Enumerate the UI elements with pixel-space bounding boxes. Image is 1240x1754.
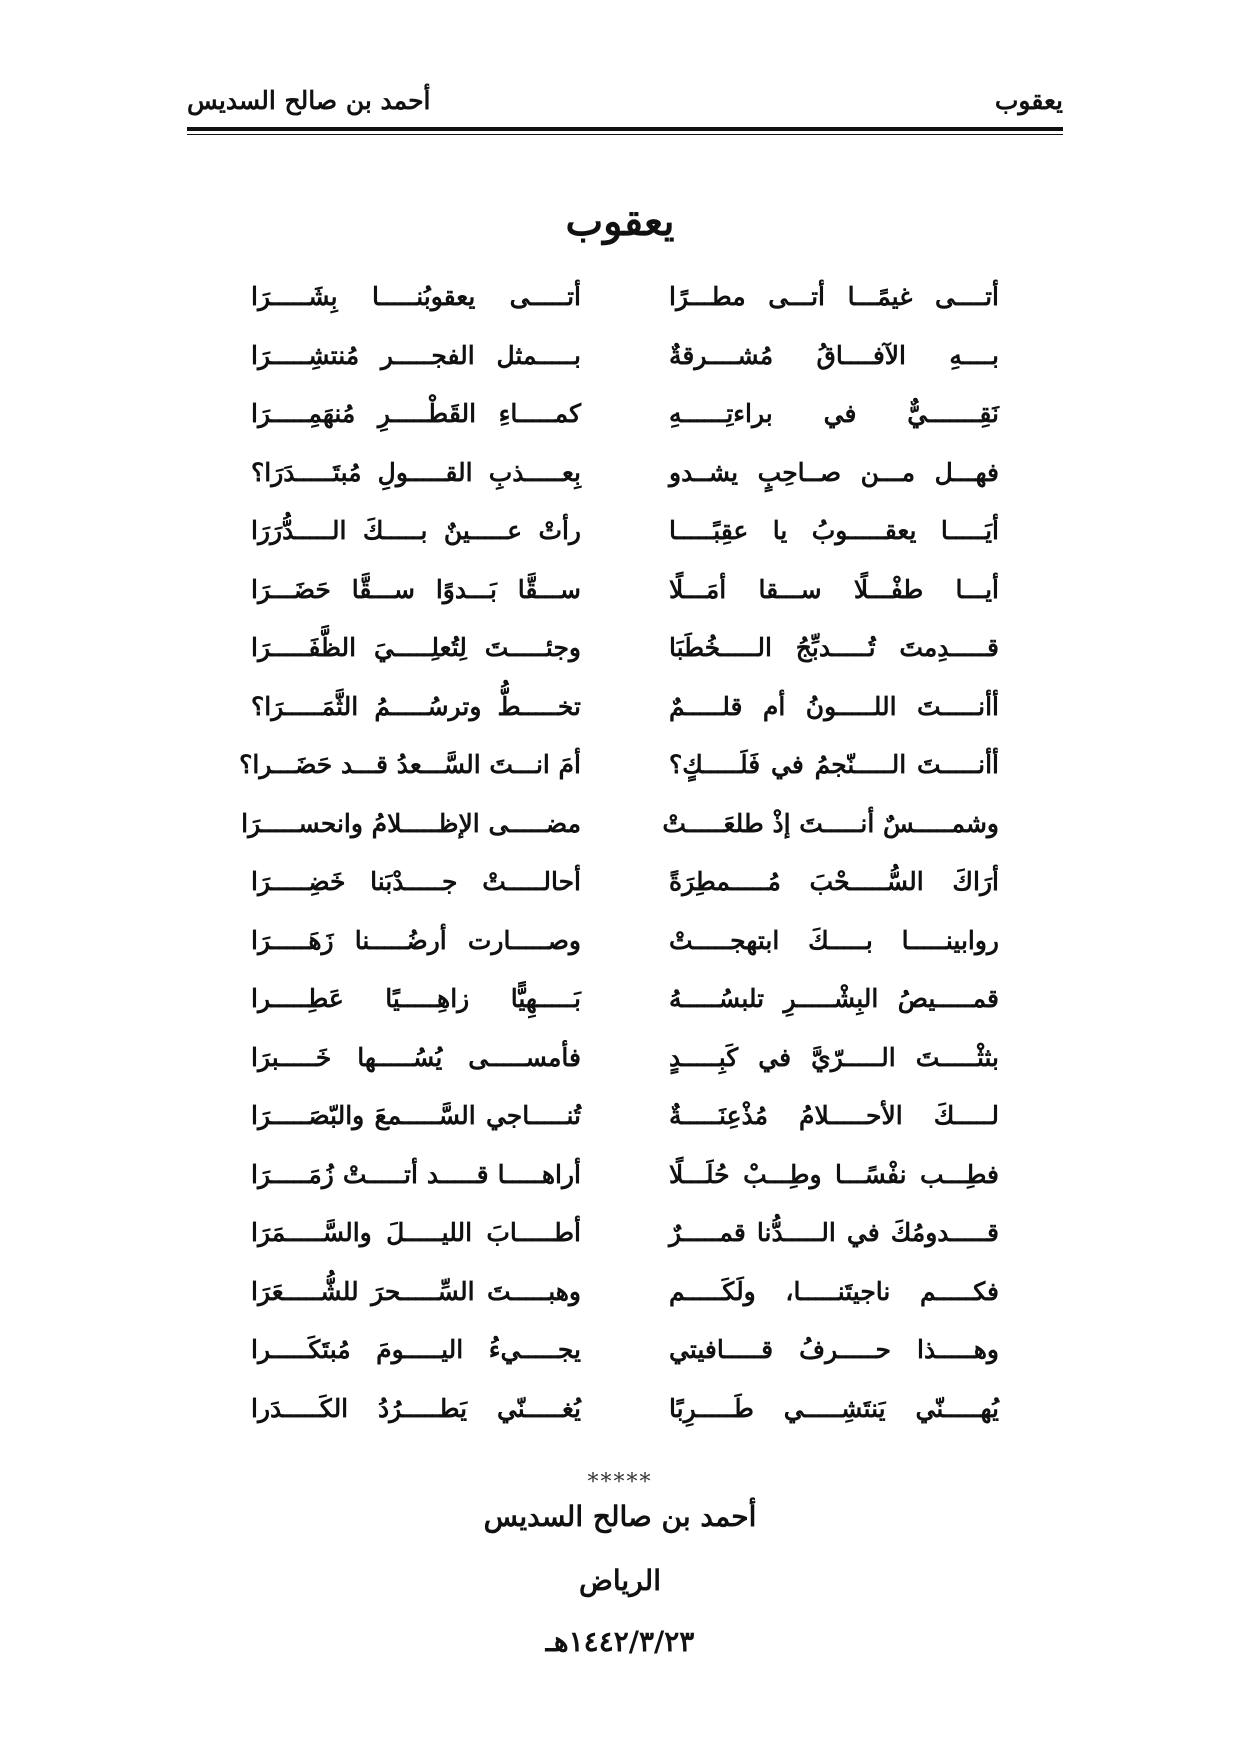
verse-row: [0, 1038, 1240, 1097]
verse-row: [0, 394, 1240, 453]
verse-row: [0, 336, 1240, 395]
verse-first-hemistich: نَقِـــــــيٌّ في براءتِــــــهِ: [669, 399, 999, 428]
verse-second-hemistich: مضـــــى الإظـــــلامُ وانحســـــرَا: [241, 808, 581, 838]
verse-first-hemistich: فهـــل مـــن صــاحِبٍ يشــدو: [669, 457, 999, 487]
verse-second-hemistich: رأتْ عـــــينٌ بـــــكَ الـــــدُّرَرَا: [251, 516, 581, 545]
verse-row: [0, 804, 1240, 863]
verse-first-hemistich: يُهـــــنّي يَنتَشِـــــي طَـــــرِبًا: [669, 1393, 999, 1423]
verse-second-hemistich: بِعـــــذبِ القـــــولِ مُبتَـــــدَرَا؟: [251, 457, 581, 487]
verse-row: [0, 745, 1240, 804]
verse-first-hemistich: أيـــا طفْـــلًا ســـقا أمَـــلًا: [669, 574, 999, 604]
verse-second-hemistich: أطـــــابَ الليـــــلَ والسَّـــــمَرَا: [251, 1218, 581, 1247]
signature-date: ١٤٤٢/٣/٢٣هـ: [545, 1625, 695, 1658]
poem-body: [0, 277, 1240, 1447]
verse-second-hemistich: أتـــــى يعقوبُنـــــا بِشَـــــرَا: [251, 282, 581, 311]
signature-author: أحمد بن صالح السديس: [483, 1500, 757, 1533]
verse-row: [0, 453, 1240, 512]
verse-first-hemistich: أرَاكَ السُّـــــحْبَ مُـــــمطِرَةً: [669, 867, 999, 896]
verse-row: [0, 1272, 1240, 1331]
verse-second-hemistich: يجـــــيءُ اليـــــومَ مُبتَكَـــــرا: [251, 1335, 581, 1364]
verse-second-hemistich: بَـــــهِيًّا زاهِـــــيًا عَطِـــــرا: [251, 984, 581, 1013]
verse-row: [0, 1096, 1240, 1155]
verse-row: [0, 1213, 1240, 1272]
verse-second-hemistich: تخـــــطُّ وترسُـــــمُ الثَّمَـــــرَا؟: [251, 691, 581, 721]
verse-first-hemistich: فطِـــب نفْسًـــا وطِـــبْ حُلَـــلًا: [669, 1159, 999, 1189]
verse-row: [0, 628, 1240, 687]
verse-first-hemistich: أأنـــــتَ اللـــــونُ أم قلـــــمٌ: [669, 691, 999, 721]
verse-second-hemistich: يُغـــــنّي يَطـــــرُدُ الكَـــــدَرا: [251, 1393, 581, 1423]
verse-second-hemistich: فأمســـــى يُسُـــــها خَـــــبرَا: [251, 1042, 581, 1072]
verse-first-hemistich: قـــــدومُكَ في الـــــدُّنا قمـــــرٌ: [669, 1218, 999, 1247]
verse-first-hemistich: لـــــكَ الأحـــــلامُ مُذْعِنَـــــةٌ: [669, 1101, 999, 1130]
verse-first-hemistich: أتــــى غيمًـــا أتـــى مطـــرًا: [669, 282, 999, 311]
separator-stars: *****: [587, 1470, 653, 1495]
verse-second-hemistich: وهبـــــتَ السِّـــــحرَ للشُّـــــعَرَا: [251, 1276, 581, 1306]
verse-row: [0, 979, 1240, 1038]
verse-first-hemistich: قـــــدِمتَ تُـــــدبِّجُ الـــــخُطَبَا: [669, 633, 999, 662]
verse-row: [0, 511, 1240, 570]
verse-second-hemistich: وصـــــارت أرضُـــــنا زَهَـــــرَا: [251, 925, 581, 955]
verse-second-hemistich: أمَ انـــتَ السَّـــعدُ قـــد حَضَـــرا؟: [239, 750, 581, 779]
verse-second-hemistich: بـــــمثل الفجـــــر مُنتشِـــــرَا: [251, 340, 581, 370]
header-author: أحمد بن صالح السديس: [187, 86, 431, 115]
page-header: [187, 86, 1063, 124]
header-rule-thick: [187, 127, 1063, 131]
verse-row: [0, 570, 1240, 629]
signature-city: الرياض: [579, 1564, 661, 1597]
verse-second-hemistich: تُنـــــاجي السَّـــــمعَ والبّصَـــــرَا: [251, 1101, 581, 1130]
verse-row: [0, 277, 1240, 336]
verse-second-hemistich: أحالـــــتْ جـــــدْبَنا خَضِـــــرَا: [251, 867, 581, 896]
verse-first-hemistich: وشمـــــسٌ أنـــــتَ إذْ طلعَـــــتْ: [662, 808, 999, 838]
verse-row: [0, 862, 1240, 921]
verse-second-hemistich: ســـقَّا بَـــدوًا ســـقَّا حَضَـــرَا: [251, 574, 581, 604]
verse-first-hemistich: أيَـــــا يعقـــــوبُ يا عقِبًـــــا: [669, 516, 999, 545]
verse-first-hemistich: روابينـــــا بـــــكَ ابتهجـــــتْ: [669, 925, 999, 955]
verse-row: [0, 1389, 1240, 1448]
verse-first-hemistich: أأنـــــتَ الـــــنّجمُ في فَلَـــــكٍ؟: [669, 750, 999, 779]
verse-row: [0, 687, 1240, 746]
verse-row: [0, 1330, 1240, 1389]
verse-first-hemistich: فكـــــم ناجيتَنـــــا، ولَكَـــــم: [669, 1276, 999, 1306]
verse-second-hemistich: كمـــــاءِ القَطْـــــرِ مُنهَمِـــــرَا: [251, 399, 581, 428]
header-poem-title: يعقوب: [994, 86, 1063, 115]
verse-first-hemistich: وهـــــذا حـــــرفُ قـــــافيتي: [669, 1335, 999, 1364]
verse-first-hemistich: بثثْـــــتَ الـــــرّيَّ في كَبِـــــدٍ: [669, 1042, 999, 1072]
poem-title: يعقوب: [565, 198, 675, 245]
verse-second-hemistich: وجئـــــتَ لِتُعلِـــــيَ الظَّفَـــــرَا: [251, 633, 581, 662]
verse-second-hemistich: أراهـــــا قـــــد أتـــــتْ زُمَـــــرَا: [251, 1159, 581, 1189]
verse-first-hemistich: قمـــــيصُ البِشْـــــرِ تلبسُـــــهُ: [669, 984, 999, 1013]
header-rule-thin: [187, 134, 1063, 135]
verse-row: [0, 1155, 1240, 1214]
verse-first-hemistich: بــــهِ الآفــــاقُ مُشــــرقةٌ: [669, 340, 999, 370]
verse-row: [0, 921, 1240, 980]
